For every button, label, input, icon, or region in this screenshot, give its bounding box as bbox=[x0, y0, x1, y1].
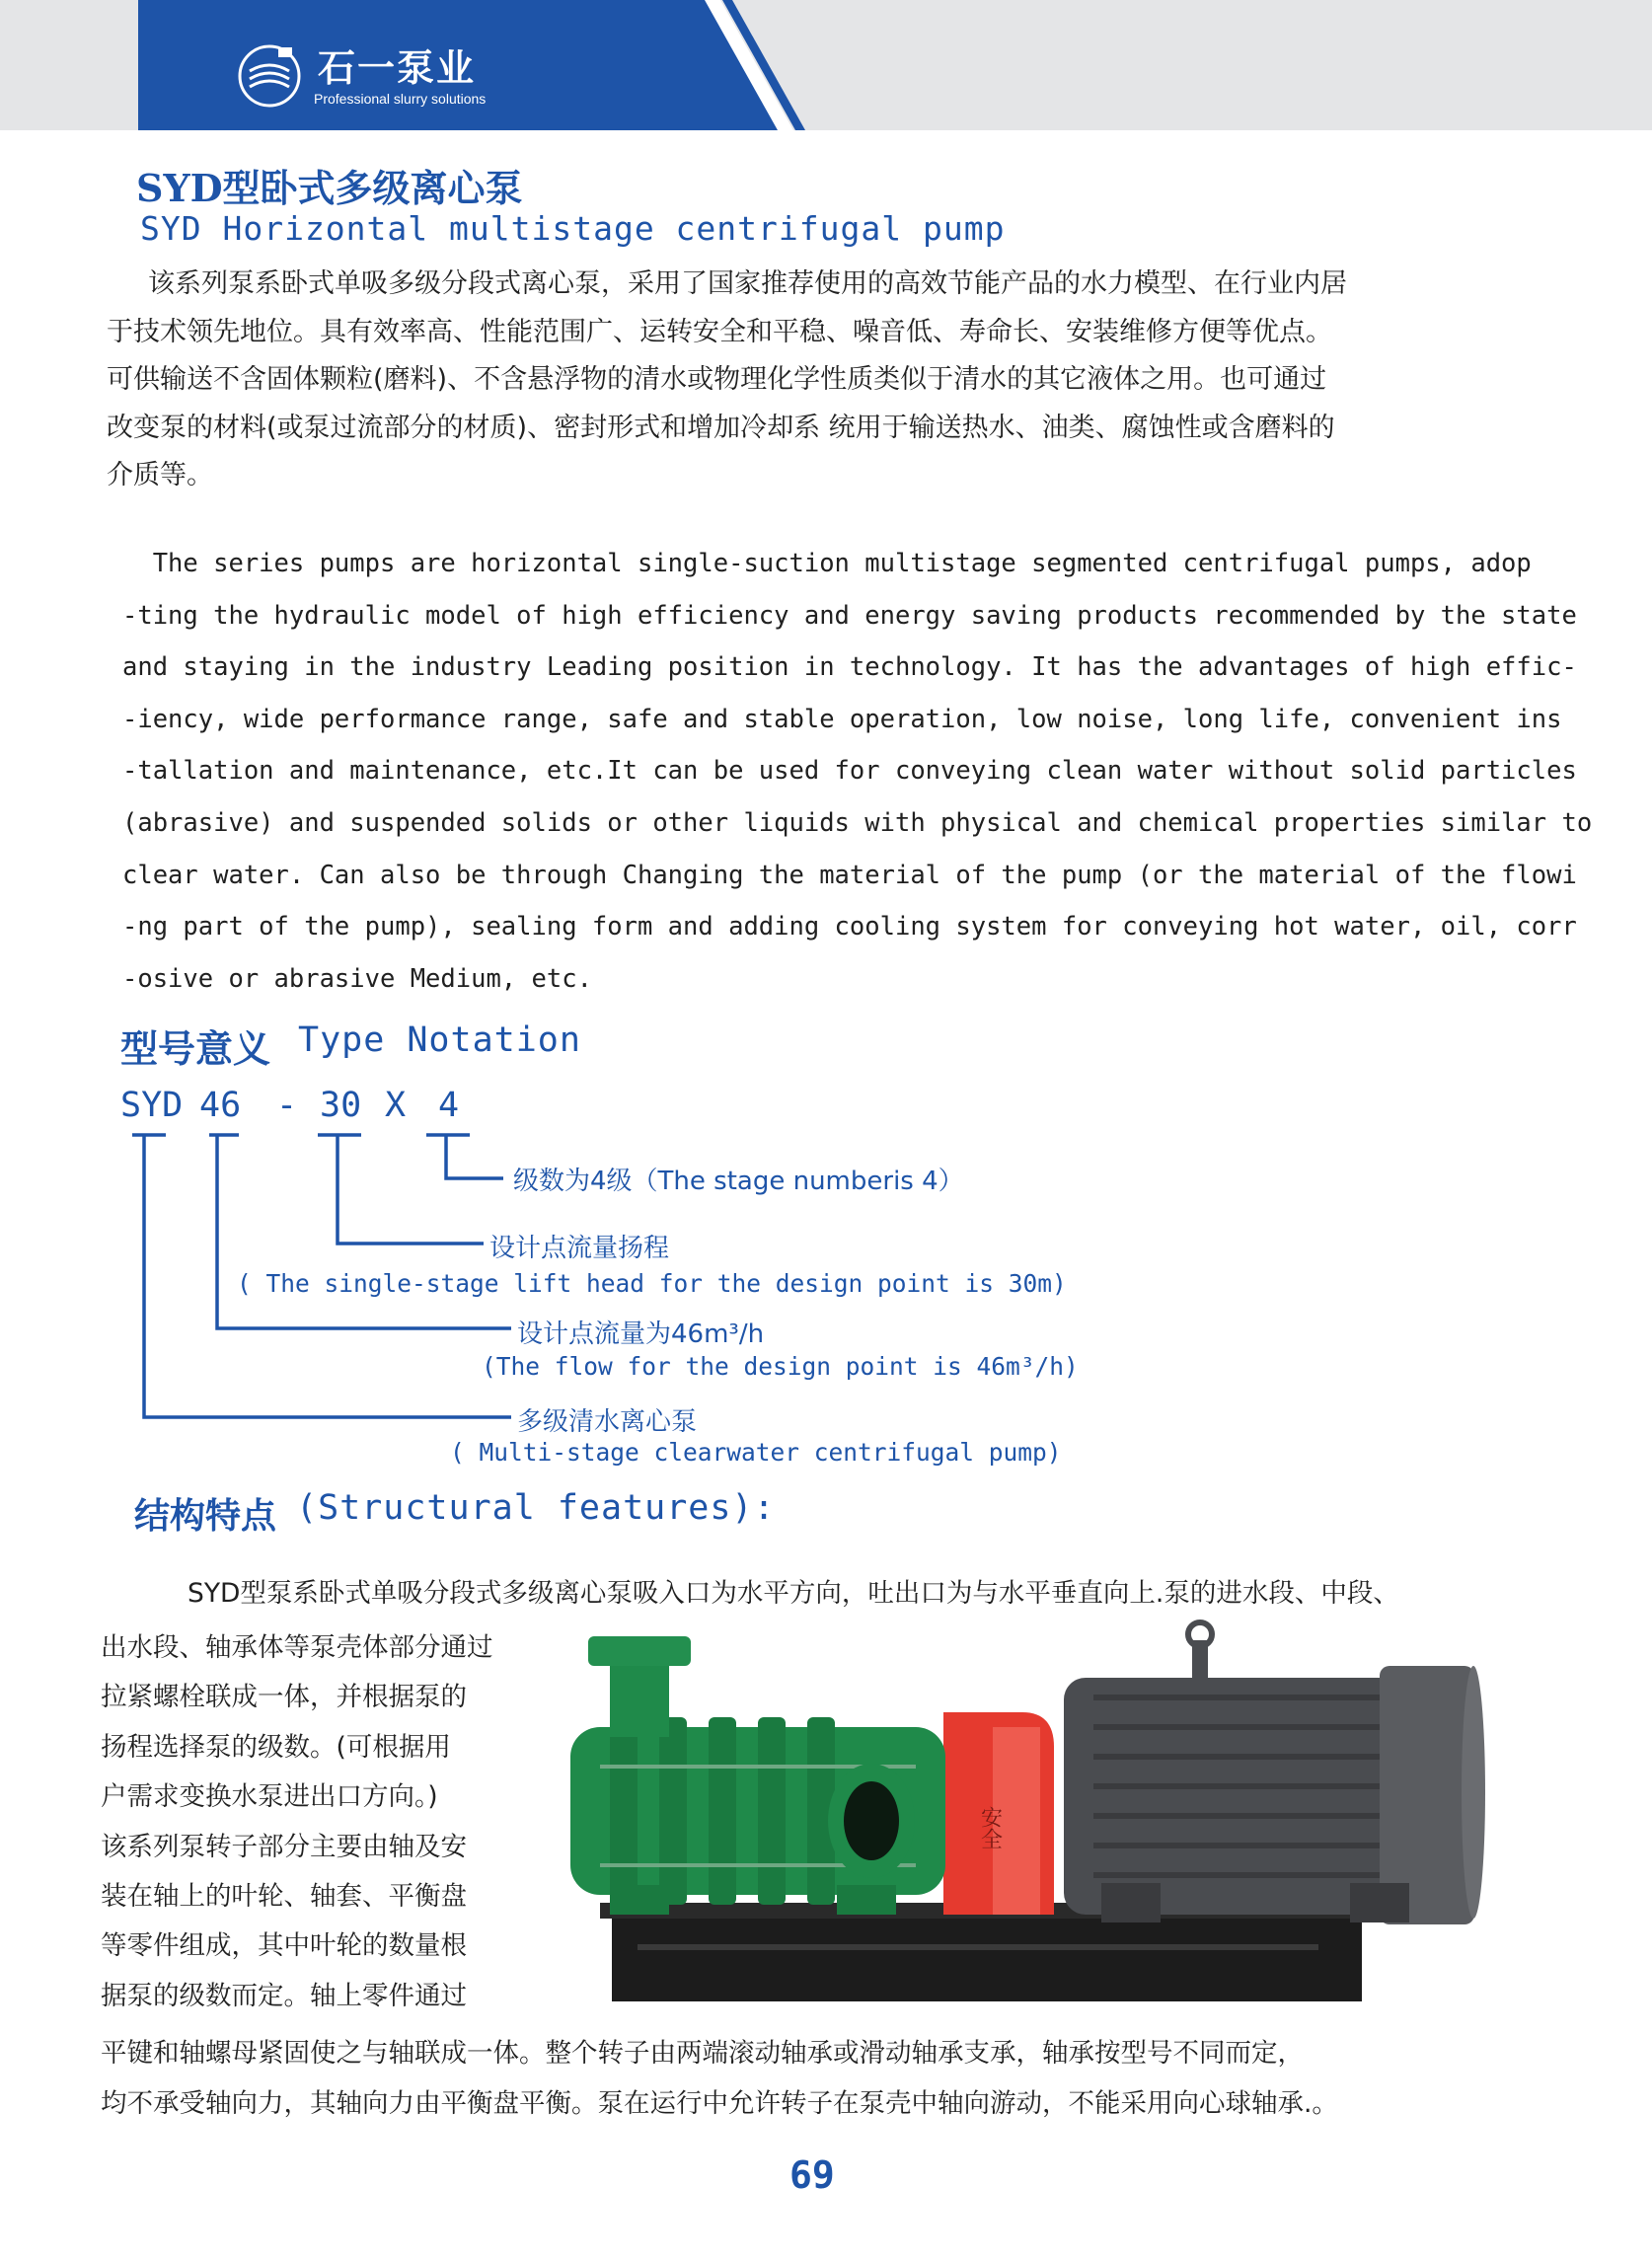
intro-en-line: The series pumps are horizontal single-suction multistage segmented centrifugal pumps, adop bbox=[122, 549, 1532, 578]
coupling-guard-text: 安全 bbox=[977, 1806, 1003, 1849]
structural-line: 出水段、轴承体等泵壳体部分通过 bbox=[101, 1632, 493, 1663]
page-number: 69 bbox=[789, 2153, 835, 2197]
structural-line: 拉紧螺栓联成一体，并根据泵的 bbox=[101, 1682, 467, 1713]
structural-heading: 结构特点 bbox=[134, 1495, 277, 1537]
structural-line: 扬程选择泵的级数。(可根据用 bbox=[101, 1731, 451, 1763]
annotation-stages: 级数为4级（The stage numberis 4） bbox=[513, 1167, 964, 1196]
structural-paragraph-left bbox=[101, 1623, 493, 2021]
code-series: SYD bbox=[120, 1086, 184, 1125]
annotation-flow-cn: 设计点流量为46m³/h bbox=[517, 1319, 765, 1349]
structural-line: 据泵的级数而定。轴上零件通过 bbox=[101, 1980, 467, 2011]
intro-en-line: clear water. Can also be through Changing the material of the pump (or the material of the flowi bbox=[122, 860, 1577, 890]
brand-name: 石一泵业 bbox=[318, 45, 477, 90]
annotation-series-cn: 多级清水离心泵 bbox=[517, 1407, 698, 1437]
structural-line: 均不承受轴向力，其轴向力由平衡盘平衡。泵在运行中允许转子在泵壳中轴向游动，不能采用向心球轴承.。 bbox=[101, 2087, 1338, 2119]
structural-line: 户需求变换水泵进出口方向。) bbox=[101, 1781, 438, 1813]
intro-en-line: -ng part of the pump), sealing form and adding cooling system for conveying hot water, oil, corr bbox=[122, 912, 1577, 942]
intro-en-line: -iency, wide performance range, safe and stable operation, low noise, long life, convenient ins bbox=[122, 704, 1562, 734]
code-head: 30 bbox=[320, 1086, 362, 1125]
intro-cn-line: 可供输送不含固体颗粒(磨料)、不含悬浮物的清水或物理化学性质类似于清水的其它液体之用。也可通过 bbox=[107, 364, 1327, 395]
intro-en-line: -osive or abrasive Medium, etc. bbox=[122, 963, 592, 994]
intro-en-line: (abrasive) and suspended solids or other liquids with physical and chemical properties similar to bbox=[122, 807, 1593, 838]
intro-cn-line: 该系列泵系卧式单吸多级分段式离心泵，采用了国家推荐使用的高效节能产品的水力模型、在行业内居 bbox=[148, 268, 1347, 299]
page-title: SYD型卧式多级离心泵 bbox=[136, 166, 523, 210]
annotation-flow-en: (The flow for the design point is 46m³/h) bbox=[482, 1352, 1079, 1381]
annotation-head-cn: 设计点流量扬程 bbox=[489, 1234, 670, 1263]
intro-cn-line: 于技术领先地位。具有效率高、性能范围广、运转安全和平稳、噪音低、寿命长、安装维修方便等优点。 bbox=[107, 316, 1332, 347]
code-dash: - bbox=[276, 1086, 298, 1125]
intro-cn-line: 介质等。 bbox=[107, 460, 213, 490]
intro-cn-line: 改变泵的材料(或泵过流部分的材质)、密封形式和增加冷却系 统用于输送热水、油类、腐蚀性或含磨料的 bbox=[107, 412, 1335, 443]
structural-heading-en: (Structural features): bbox=[296, 1488, 776, 1528]
structural-line: 等零件组成，其中叶轮的数量根 bbox=[101, 1930, 467, 1962]
code-flow: 46 bbox=[199, 1086, 242, 1125]
structural-line: 该系列泵转子部分主要由轴及安 bbox=[101, 1831, 467, 1862]
annotation-series-en: ( Multi-stage clearwater centrifugal pump) bbox=[450, 1438, 1062, 1467]
brand-tagline: Professional slurry solutions bbox=[314, 91, 487, 107]
structural-paragraph-first: SYD型泵系卧式单吸分段式多级离心泵吸入口为水平方向，吐出口为与水平垂直向上.泵的进水段、中段、 bbox=[188, 1578, 1399, 1609]
structural-line: 平键和轴螺母紧固使之与轴联成一体。整个转子由两端滚动轴承或滑动轴承支承，轴承按型号不同而定， bbox=[101, 2038, 1304, 2069]
type-notation-heading-en: Type Notation bbox=[298, 1020, 581, 1060]
code-times: X bbox=[385, 1086, 407, 1125]
type-notation-heading: 型号意义 bbox=[120, 1026, 271, 1071]
intro-en-line: -ting the hydraulic model of high efficiency and energy saving products recommended by the state bbox=[122, 600, 1577, 631]
structural-paragraph-bottom bbox=[101, 2029, 1338, 2129]
intro-en-line: -tallation and maintenance, etc.It can be used for conveying clean water without solid particles bbox=[122, 756, 1577, 787]
annotation-head-en: ( The single-stage lift head for the design point is 30m) bbox=[237, 1269, 1067, 1298]
code-stages: 4 bbox=[438, 1086, 460, 1125]
structural-line: 装在轴上的叶轮、轴套、平衡盘 bbox=[101, 1881, 467, 1913]
page-subtitle: SYD Horizontal multistage centrifugal pump bbox=[140, 209, 1006, 248]
pump-photo bbox=[541, 1619, 1492, 2033]
intro-en-line: and staying in the industry Leading position in technology. It has the advantages of high effic- bbox=[122, 652, 1577, 683]
